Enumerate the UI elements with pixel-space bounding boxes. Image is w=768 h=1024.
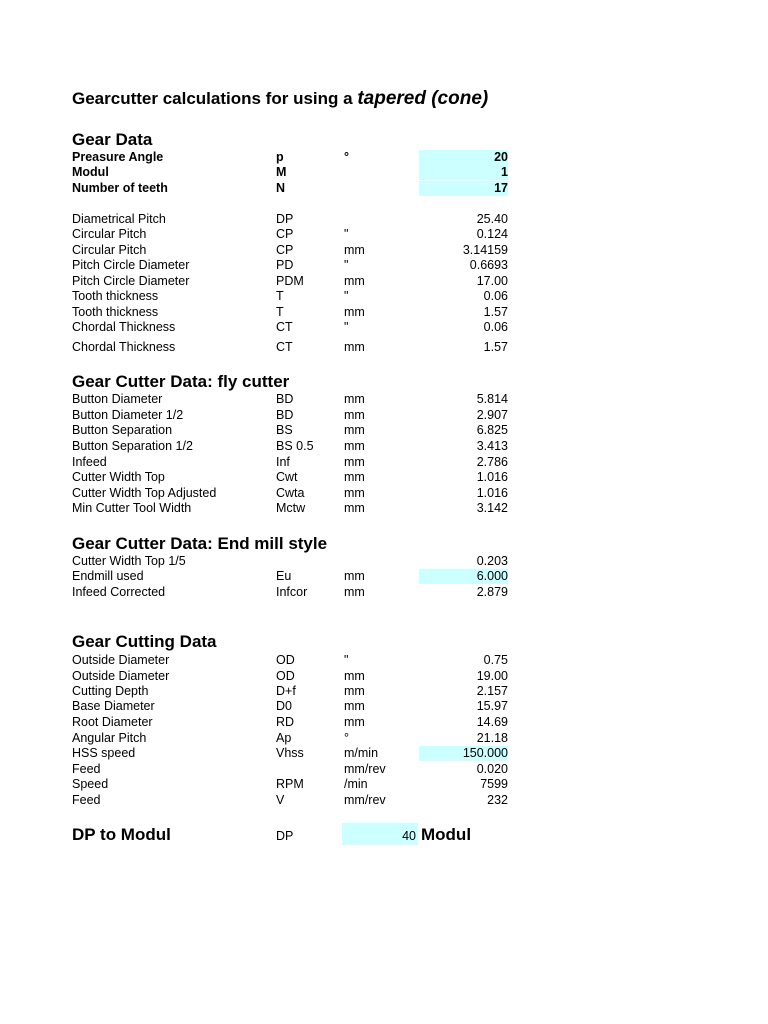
dp-input-cell[interactable]: 40 <box>342 823 418 845</box>
table-row <box>0 554 768 569</box>
row-symbol: Mctw <box>276 501 306 515</box>
row-label: Diametrical Pitch <box>72 212 166 226</box>
table-row <box>0 793 768 808</box>
row-label: Button Diameter <box>72 392 163 406</box>
row-label: Root Diameter <box>72 715 153 729</box>
row-value: 25.40 <box>476 212 508 226</box>
row-value: 1.016 <box>476 470 508 484</box>
table-row <box>0 653 768 668</box>
row-symbol: CT <box>276 340 293 354</box>
row-label: Button Diameter 1/2 <box>72 408 184 422</box>
row-label: Chordal Thickness <box>72 320 176 334</box>
row-value: 15.97 <box>476 699 508 713</box>
row-symbol: PD <box>276 258 294 272</box>
table-row <box>0 408 768 423</box>
row-label: Circular Pitch <box>72 227 147 241</box>
row-unit: mm <box>344 486 365 500</box>
row-symbol: OD <box>276 669 295 683</box>
row-label: Infeed Corrected <box>72 585 166 599</box>
table-row <box>0 212 768 227</box>
row-value: 3.142 <box>476 501 508 515</box>
row-symbol: N <box>276 181 286 195</box>
table-row <box>0 243 768 258</box>
row-unit: m/min <box>344 746 379 760</box>
row-symbol: RPM <box>276 777 304 791</box>
row-value: 17.00 <box>476 274 508 288</box>
table-row <box>0 699 768 714</box>
row-unit: " <box>344 653 349 667</box>
row-unit: ° <box>344 150 349 164</box>
row-label: Min Cutter Tool Width <box>72 501 192 515</box>
table-row <box>0 569 768 584</box>
table-row <box>0 165 768 180</box>
dp-to-modul-label: DP to Modul <box>72 825 171 844</box>
page-title <box>72 88 488 110</box>
title-tail: tapered (cone) <box>357 88 489 109</box>
table-row <box>0 669 768 684</box>
modul-result-label: Modul <box>421 825 472 844</box>
row-symbol: BD <box>276 408 294 422</box>
row-unit: mm <box>344 274 365 288</box>
table-row <box>0 150 768 165</box>
row-value[interactable]: 20 <box>419 150 508 165</box>
section-gear-data: Gear Data <box>72 130 153 149</box>
row-unit: mm <box>344 455 365 469</box>
row-value: 5.814 <box>476 392 508 406</box>
section-fly-cutter: Gear Cutter Data: fly cutter <box>72 372 290 391</box>
row-value: 21.18 <box>476 731 508 745</box>
row-symbol: p <box>276 150 284 164</box>
row-symbol: M <box>276 165 287 179</box>
row-symbol: Cwt <box>276 470 298 484</box>
row-symbol: CT <box>276 320 293 334</box>
row-unit: mm <box>344 439 365 453</box>
section-gear-cutting: Gear Cutting Data <box>72 632 217 651</box>
row-unit: mm <box>344 340 365 354</box>
row-label: Outside Diameter <box>72 653 170 667</box>
row-unit: mm <box>344 392 365 406</box>
row-symbol: CP <box>276 227 294 241</box>
row-value: 0.6693 <box>469 258 508 272</box>
row-unit: " <box>344 227 349 241</box>
row-label: Circular Pitch <box>72 243 147 257</box>
table-row <box>0 501 768 516</box>
table-row <box>0 455 768 470</box>
row-label: Base Diameter <box>72 699 155 713</box>
row-unit: mm/rev <box>344 762 386 776</box>
table-row <box>0 731 768 746</box>
table-row <box>0 320 768 335</box>
row-symbol: Inf <box>276 455 290 469</box>
title-clip <box>0 80 510 120</box>
row-label: Preasure Angle <box>72 150 164 164</box>
row-value: 2.879 <box>476 585 508 599</box>
row-value: 0.06 <box>483 289 508 303</box>
row-unit: mm <box>344 423 365 437</box>
table-row <box>0 392 768 407</box>
row-label: Feed <box>72 762 101 776</box>
table-row <box>0 470 768 485</box>
row-unit: ° <box>344 731 349 745</box>
row-symbol: CP <box>276 243 294 257</box>
row-symbol: D0 <box>276 699 292 713</box>
table-row <box>0 227 768 242</box>
table-row <box>0 762 768 777</box>
row-unit: mm <box>344 501 365 515</box>
row-value: 0.124 <box>476 227 508 241</box>
row-unit: " <box>344 258 349 272</box>
row-value: 14.69 <box>476 715 508 729</box>
row-value: 7599 <box>480 777 508 791</box>
row-symbol: DP <box>276 212 294 226</box>
row-unit: " <box>344 289 349 303</box>
row-label: Cutter Width Top <box>72 470 165 484</box>
row-value: 1.016 <box>476 486 508 500</box>
row-value[interactable]: 1 <box>419 165 508 180</box>
row-label: Outside Diameter <box>72 669 170 683</box>
table-row <box>0 340 768 355</box>
row-unit: mm <box>344 699 365 713</box>
row-label: Infeed <box>72 455 107 469</box>
row-value: 6.825 <box>476 423 508 437</box>
row-value[interactable]: 6.000 <box>419 569 508 584</box>
row-symbol: V <box>276 793 285 807</box>
row-label: Feed <box>72 793 101 807</box>
row-label: Angular Pitch <box>72 731 147 745</box>
row-value: 1.57 <box>483 340 508 354</box>
row-value: 3.14159 <box>462 243 508 257</box>
row-label: Tooth thickness <box>72 289 159 303</box>
row-label: Button Separation 1/2 <box>72 439 193 453</box>
row-value: 2.786 <box>476 455 508 469</box>
section-end-mill: Gear Cutter Data: End mill style <box>72 534 328 553</box>
table-row <box>0 305 768 320</box>
row-label: Pitch Circle Diameter <box>72 274 190 288</box>
row-value: 3.413 <box>476 439 508 453</box>
row-symbol: BS 0.5 <box>276 439 314 453</box>
table-row <box>0 585 768 600</box>
row-symbol: BD <box>276 392 294 406</box>
table-row <box>0 258 768 273</box>
row-unit: mm <box>344 569 365 583</box>
row-label: Endmill used <box>72 569 144 583</box>
title-main: Gearcutter calculations for using a <box>72 89 358 108</box>
row-unit: mm <box>344 684 365 698</box>
table-row <box>0 684 768 699</box>
row-label: Tooth thickness <box>72 305 159 319</box>
row-symbol: RD <box>276 715 295 729</box>
row-label: Speed <box>72 777 109 791</box>
row-value: 2.907 <box>476 408 508 422</box>
row-label: Modul <box>72 165 109 179</box>
table-row <box>0 746 768 761</box>
row-value: 0.75 <box>483 653 508 667</box>
row-value: 2.157 <box>476 684 508 698</box>
table-row <box>0 486 768 501</box>
row-label: Cutter Width Top 1/5 <box>72 554 186 568</box>
row-value: 0.203 <box>476 554 508 568</box>
row-value: 1.57 <box>483 305 508 319</box>
row-unit: mm <box>344 408 365 422</box>
row-unit: mm <box>344 470 365 484</box>
table-row <box>0 274 768 289</box>
row-value[interactable]: 150.000 <box>419 746 508 761</box>
row-unit: mm <box>344 243 365 257</box>
table-row <box>0 181 768 196</box>
row-unit: mm <box>344 305 365 319</box>
row-value: 0.06 <box>483 320 508 334</box>
row-symbol: T <box>276 305 284 319</box>
row-symbol: Infcor <box>276 585 308 599</box>
row-value: 0.020 <box>476 762 508 776</box>
row-label: Chordal Thickness <box>72 340 176 354</box>
row-symbol: Vhss <box>276 746 304 760</box>
row-symbol: OD <box>276 653 295 667</box>
row-unit: mm <box>344 585 365 599</box>
row-value: 19.00 <box>476 669 508 683</box>
row-label: Cutter Width Top Adjusted <box>72 486 217 500</box>
row-unit: mm/rev <box>344 793 386 807</box>
row-symbol: D+f <box>276 684 296 698</box>
row-unit: " <box>344 320 349 334</box>
row-unit: /min <box>344 777 368 791</box>
table-row <box>0 715 768 730</box>
row-symbol: Cwta <box>276 486 305 500</box>
row-label: Pitch Circle Diameter <box>72 258 190 272</box>
row-symbol: Eu <box>276 569 292 583</box>
row-label: Number of teeth <box>72 181 168 195</box>
table-row <box>0 289 768 304</box>
table-row <box>0 439 768 454</box>
row-unit: mm <box>344 669 365 683</box>
row-value: 232 <box>487 793 508 807</box>
row-label: Button Separation <box>72 423 173 437</box>
row-unit: mm <box>344 715 365 729</box>
row-label: Cutting Depth <box>72 684 149 698</box>
row-label: HSS speed <box>72 746 136 760</box>
row-symbol: PDM <box>276 274 304 288</box>
dp-symbol: DP <box>276 829 294 843</box>
row-symbol: BS <box>276 423 293 437</box>
table-row <box>0 423 768 438</box>
table-row <box>0 777 768 792</box>
row-symbol: Ap <box>276 731 292 745</box>
row-symbol: T <box>276 289 284 303</box>
row-value[interactable]: 17 <box>419 181 508 196</box>
